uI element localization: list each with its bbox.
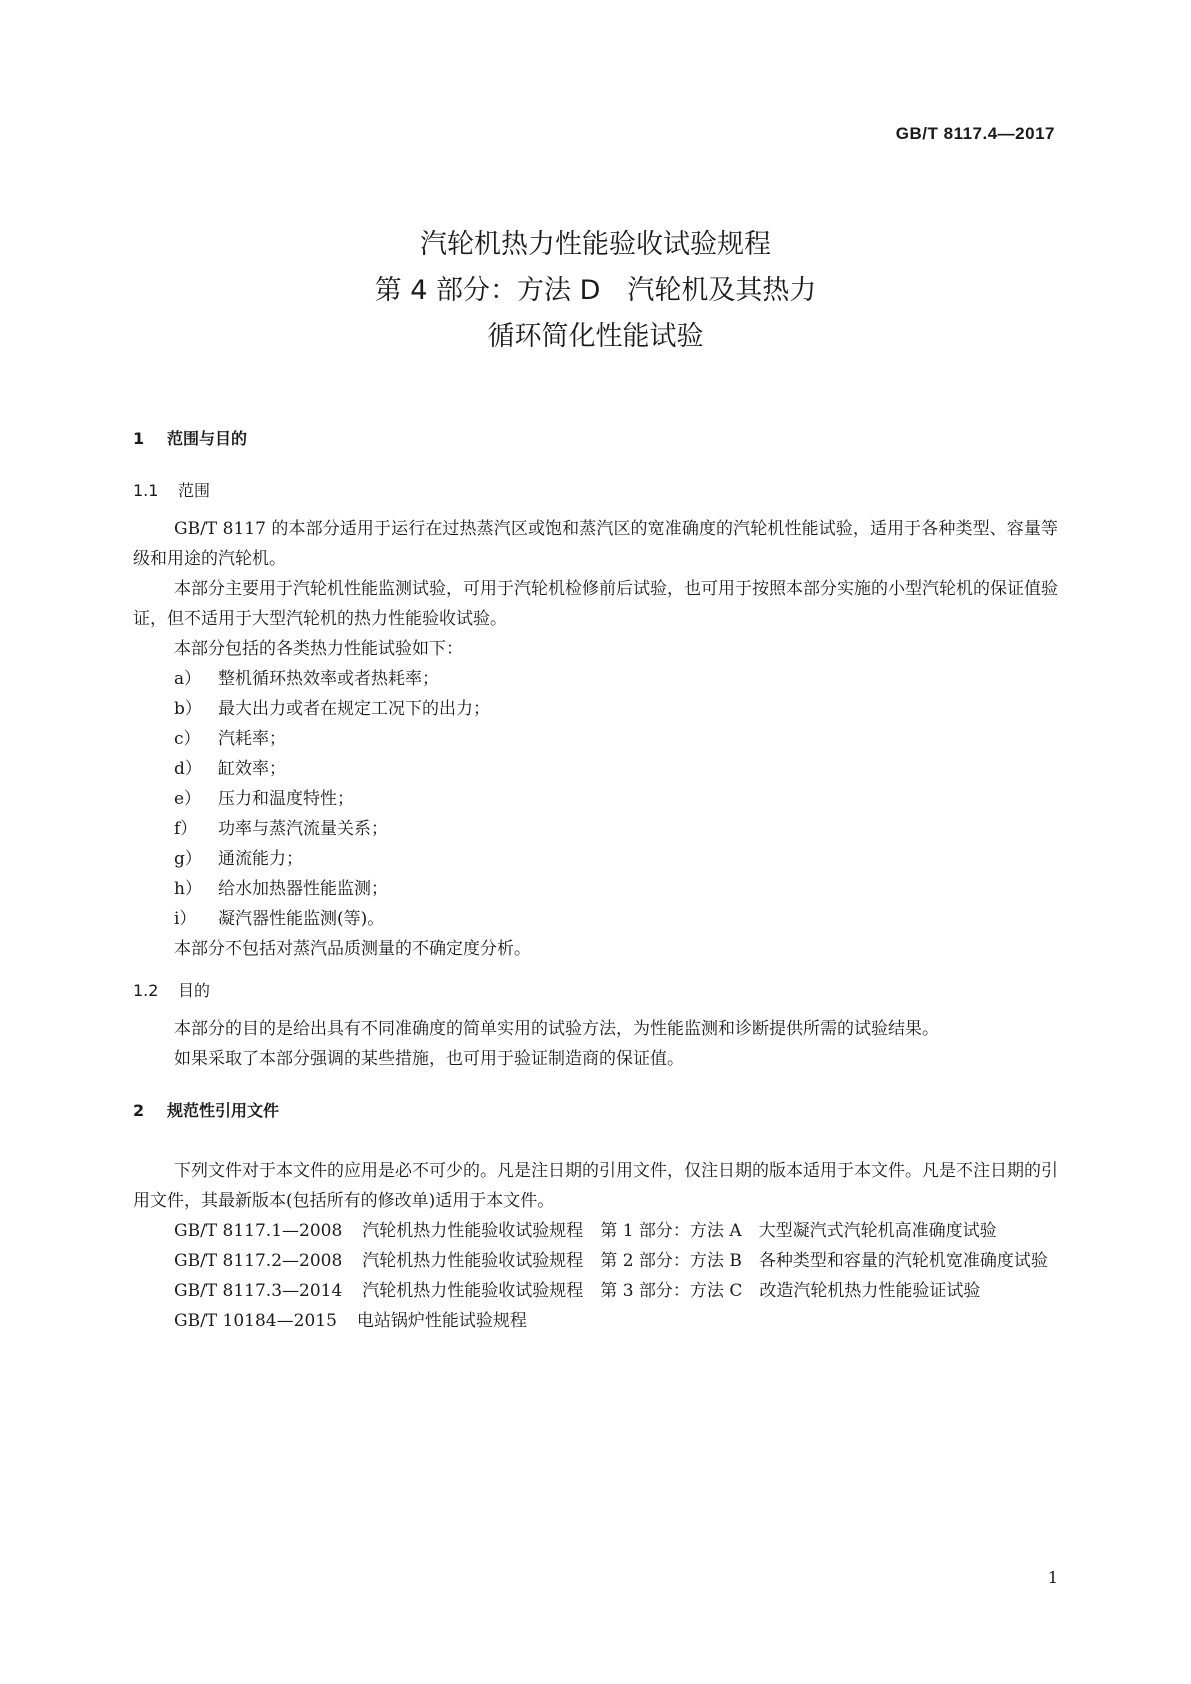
list-label: f） — [174, 819, 198, 839]
list-item — [133, 724, 1058, 754]
title-line-2: 第 4 部分：方法 D 汽轮机及其热力 — [374, 275, 817, 306]
paragraph: 本部分不包括对蒸汽品质测量的不确定度分析。 — [174, 939, 531, 959]
reference-code: GB/T 8117.1—2008 — [174, 1221, 343, 1241]
section-2-heading — [133, 1100, 1058, 1122]
title-line-1: 汽轮机热力性能验收试验规程 — [420, 229, 771, 260]
reference-code: GB/T 10184—2015 — [174, 1311, 337, 1331]
section-1-heading — [133, 428, 1058, 450]
document-body — [133, 428, 1058, 1336]
list-label: e） — [174, 789, 202, 809]
reference-code: GB/T 8117.2—2008 — [174, 1251, 343, 1271]
reference-title: 汽轮机热力性能验收试验规程 第 3 部分：方法 C 改造汽轮机热力性能验证试验 — [362, 1281, 981, 1301]
paragraph: 下列文件对于本文件的应用是必不可少的。凡是注日期的引用文件，仅注日期的版本适用于本文件。凡是不注日期的引用文件，其最新版本(包括所有的修改单)适用于本文件。 — [133, 1161, 1058, 1211]
section-number: 1 — [133, 429, 145, 448]
list-item — [133, 754, 1058, 784]
reference-title: 汽轮机热力性能验收试验规程 第 1 部分：方法 A 大型凝汽式汽轮机高准确度试验 — [362, 1221, 997, 1241]
list-label: c） — [174, 729, 201, 749]
list-item — [133, 694, 1058, 724]
list-label: d） — [174, 759, 202, 779]
document-title — [0, 222, 1191, 360]
list-text: 给水加热器性能监测； — [218, 879, 388, 899]
reference-title: 电站锅炉性能试验规程 — [356, 1311, 527, 1331]
list-item — [133, 814, 1058, 844]
list-item — [133, 664, 1058, 694]
paragraph: GB/T 8117 的本部分适用于运行在过热蒸汽区或饱和蒸汽区的宽准确度的汽轮机性能试验，适用于各种类型、容量等级和用途的汽轮机。 — [133, 519, 1058, 569]
list-item — [133, 904, 1058, 934]
list-label: h） — [174, 879, 202, 899]
list-text: 压力和温度特性； — [218, 789, 354, 809]
reference-item — [133, 1246, 1058, 1276]
list-text: 通流能力； — [218, 849, 303, 869]
section-title: 目的 — [178, 981, 211, 1000]
section-number: 1.2 — [133, 981, 159, 1000]
reference-item — [133, 1216, 1058, 1246]
section-number: 2 — [133, 1101, 145, 1120]
list-text: 凝汽器性能监测(等)。 — [218, 909, 385, 929]
paragraph: 本部分包括的各类热力性能试验如下： — [174, 639, 463, 659]
list-text: 整机循环热效率或者热耗率； — [218, 669, 439, 689]
section-1-2-heading — [133, 980, 1058, 1002]
list-text: 功率与蒸汽流量关系； — [218, 819, 388, 839]
list-label: g） — [174, 849, 202, 869]
list-item — [133, 874, 1058, 904]
reference-item — [133, 1306, 1058, 1336]
reference-title: 汽轮机热力性能验收试验规程 第 2 部分：方法 B 各种类型和容量的汽轮机宽准确度试验 — [362, 1251, 1048, 1271]
list-item — [133, 784, 1058, 814]
reference-code: GB/T 8117.3—2014 — [174, 1281, 343, 1301]
standard-code: GB/T 8117.4—2017 — [895, 124, 1055, 143]
section-title: 规范性引用文件 — [167, 1101, 280, 1120]
title-line-3: 循环简化性能试验 — [487, 321, 704, 352]
section-title: 范围 — [178, 481, 211, 500]
list-text: 最大出力或者在规定工况下的出力； — [218, 699, 490, 719]
section-1-1-heading — [133, 480, 1058, 502]
paragraph: 本部分的目的是给出具有不同准确度的简单实用的试验方法，为性能监测和诊断提供所需的试验结果。 — [174, 1019, 939, 1039]
paragraph: 如果采取了本部分强调的某些措施，也可用于验证制造商的保证值。 — [174, 1049, 684, 1069]
reference-item — [133, 1276, 1058, 1306]
list-item — [133, 844, 1058, 874]
list-text: 汽耗率； — [218, 729, 286, 749]
section-number: 1.1 — [133, 481, 159, 500]
page-number: 1 — [1047, 1568, 1058, 1587]
list-label: b） — [174, 699, 202, 719]
list-label: a） — [174, 669, 202, 689]
paragraph: 本部分主要用于汽轮机性能监测试验，可用于汽轮机检修前后试验，也可用于按照本部分实施的小型汽轮机的保证值验证，但不适用于大型汽轮机的热力性能验收试验。 — [133, 579, 1058, 629]
list-label: i） — [174, 909, 197, 929]
list-text: 缸效率； — [218, 759, 286, 779]
section-title: 范围与目的 — [167, 429, 248, 448]
